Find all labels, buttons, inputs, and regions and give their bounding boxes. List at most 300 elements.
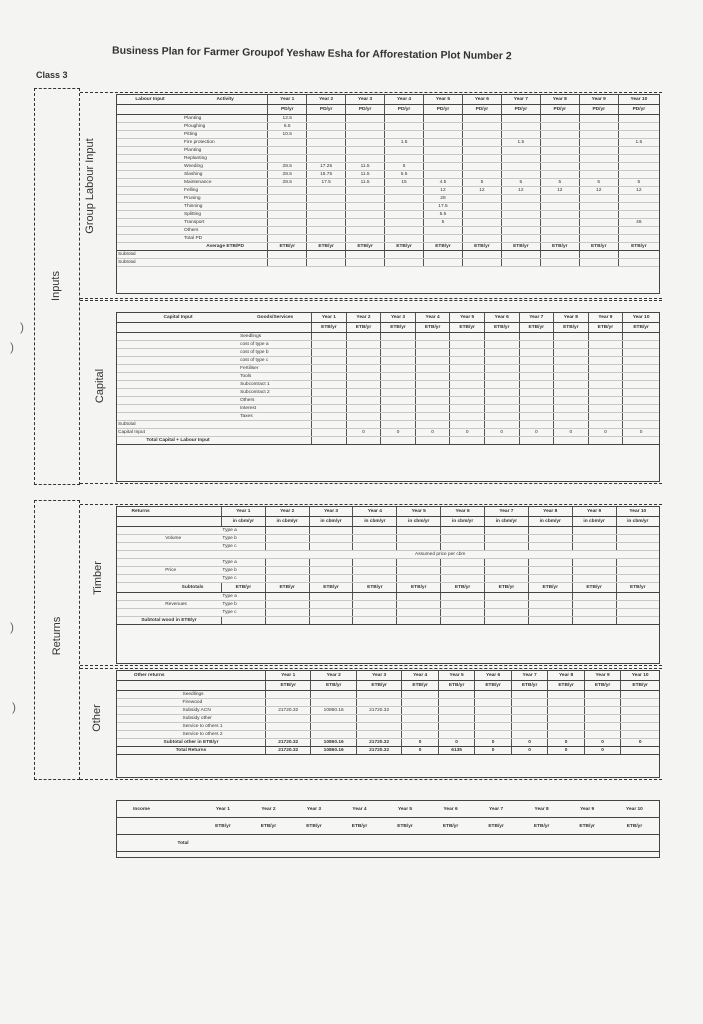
value-cell <box>291 835 337 852</box>
column-header: Year 4 <box>353 507 397 517</box>
unit-cell: ETB/yr <box>428 818 474 835</box>
table-row <box>117 139 659 147</box>
value-cell <box>519 365 554 373</box>
unit-cell: ETB/yr <box>309 583 353 593</box>
table-row <box>117 179 659 187</box>
value-cell <box>618 147 659 155</box>
value-cell <box>618 171 659 179</box>
value-cell <box>450 381 485 389</box>
value-cell <box>584 723 620 731</box>
value-cell: 5 <box>579 179 618 187</box>
unit-cell: ETB/yr <box>610 818 659 835</box>
value-cell <box>462 115 501 123</box>
column-header <box>164 507 221 517</box>
column-header: Year 5 <box>424 95 463 105</box>
value-cell: 0 <box>346 429 381 437</box>
value-cell <box>484 575 528 583</box>
value-cell <box>540 235 579 243</box>
value-cell <box>312 365 347 373</box>
value-cell <box>415 357 450 365</box>
value-cell: 28.5 <box>268 171 307 179</box>
value-cell <box>572 567 616 575</box>
unit-cell: PD/yr <box>579 105 618 115</box>
column-header: Capital Input <box>117 313 239 323</box>
value-cell: 5 <box>540 179 579 187</box>
value-cell: 4.5 <box>424 179 463 187</box>
value-cell <box>501 155 540 163</box>
unit-cell: ETB/yr <box>584 681 620 691</box>
value-cell <box>424 147 463 155</box>
value-cell <box>200 835 246 852</box>
value-cell <box>616 535 659 543</box>
subtotals-label: Subtotals <box>164 583 221 593</box>
value-cell <box>528 527 572 535</box>
revenues-label: Revenues <box>164 601 221 609</box>
column-header: Year 6 <box>484 313 519 323</box>
activity-cell: Transport <box>183 219 268 227</box>
column-header: Year 3 <box>381 313 416 323</box>
value-cell <box>428 835 474 852</box>
value-cell: 5.5 <box>424 211 463 219</box>
unit-cell: ETB/yr <box>382 818 428 835</box>
column-header: Year 7 <box>484 507 528 517</box>
item-cell: Service to others 1 <box>182 723 266 731</box>
column-header: Year 1 <box>312 313 347 323</box>
column-header <box>166 801 200 818</box>
unit-cell: PD/yr <box>346 105 385 115</box>
value-cell <box>312 381 347 389</box>
value-cell <box>268 203 307 211</box>
value-cell <box>402 707 438 715</box>
value-cell <box>623 413 659 421</box>
subtotal-row <box>117 259 659 267</box>
unit-cell: PD/yr <box>385 105 424 115</box>
value-cell <box>307 211 346 219</box>
table-row <box>117 731 659 739</box>
unit-cell: in cbm/yr <box>265 517 309 527</box>
value-cell <box>450 405 485 413</box>
value-cell <box>484 373 519 381</box>
value-cell <box>381 381 416 389</box>
value-cell <box>579 131 618 139</box>
type-cell: Type a <box>221 593 265 601</box>
header-row <box>117 671 659 681</box>
value-cell <box>484 593 528 601</box>
value-cell <box>484 609 528 617</box>
value-cell <box>610 835 659 852</box>
value-cell <box>572 527 616 535</box>
table-row <box>117 187 659 195</box>
value-cell <box>307 123 346 131</box>
unit-cell: ETB/yr <box>623 323 659 333</box>
value-cell <box>501 227 540 235</box>
column-header: Year 7 <box>511 671 547 681</box>
value-cell <box>475 707 511 715</box>
value-cell <box>265 559 309 567</box>
value-cell <box>346 421 381 429</box>
value-cell <box>540 155 579 163</box>
unit-cell: ETB/yr <box>462 243 501 251</box>
value-cell <box>402 691 438 699</box>
value-cell <box>356 731 401 739</box>
unit-cell: in cbm/yr <box>441 517 485 527</box>
inputs-label: Inputs <box>50 271 62 301</box>
table-row <box>117 115 659 123</box>
value-cell <box>381 397 416 405</box>
value-cell <box>381 365 416 373</box>
value-cell <box>540 139 579 147</box>
table-cell <box>117 155 183 163</box>
value-cell <box>265 609 309 617</box>
value-cell <box>221 617 265 625</box>
value-cell <box>415 349 450 357</box>
table-cell <box>164 609 221 617</box>
value-cell <box>588 397 623 405</box>
value-cell <box>579 115 618 123</box>
value-cell <box>438 691 474 699</box>
table-cell <box>117 341 239 349</box>
unit-cell: ETB/yr <box>307 243 346 251</box>
value-cell: 5 <box>618 179 659 187</box>
value-cell <box>588 341 623 349</box>
value-cell <box>450 389 485 397</box>
value-cell <box>307 235 346 243</box>
total-row <box>117 437 659 445</box>
value-cell: 12 <box>462 187 501 195</box>
returns-label: Returns <box>51 616 63 656</box>
table-cell <box>117 389 239 397</box>
value-cell <box>385 195 424 203</box>
value-cell <box>462 171 501 179</box>
column-header: Year 9 <box>588 313 623 323</box>
value-cell: 11.5 <box>346 179 385 187</box>
value-cell <box>312 341 347 349</box>
value-cell <box>588 381 623 389</box>
value-cell <box>424 131 463 139</box>
income-table <box>117 801 659 852</box>
value-cell <box>484 349 519 357</box>
value-cell <box>309 609 353 617</box>
value-cell <box>528 593 572 601</box>
value-cell <box>450 373 485 381</box>
unit-cell: ETB/yr <box>311 681 356 691</box>
value-cell <box>312 349 347 357</box>
value-cell <box>346 155 385 163</box>
value-cell: 6135 <box>438 747 474 755</box>
table-cell <box>239 437 312 445</box>
total-label: Total Returns <box>117 747 265 755</box>
value-cell: 10860.16 <box>311 707 356 715</box>
subtotal-wood-row <box>117 617 659 625</box>
value-cell <box>616 559 659 567</box>
value-cell: 12 <box>579 187 618 195</box>
value-cell <box>265 731 310 739</box>
unit-cell: ETB/yr <box>519 818 565 835</box>
value-cell <box>528 559 572 567</box>
value-cell <box>450 341 485 349</box>
table-cell <box>164 593 221 601</box>
value-cell <box>501 131 540 139</box>
value-cell <box>579 211 618 219</box>
unit-cell: in cbm/yr <box>528 517 572 527</box>
unit-cell <box>182 681 266 691</box>
value-cell <box>540 251 579 259</box>
table-row <box>117 349 659 357</box>
item-cell: Tools <box>239 373 312 381</box>
value-cell <box>462 163 501 171</box>
value-cell <box>579 163 618 171</box>
value-cell <box>268 219 307 227</box>
type-cell: Type a <box>221 527 265 535</box>
table-cell <box>117 715 182 723</box>
column-header: Year 3 <box>309 507 353 517</box>
table-row <box>117 543 659 551</box>
value-cell: 0 <box>511 747 547 755</box>
value-cell <box>265 691 310 699</box>
value-cell <box>618 235 659 243</box>
value-cell: 0 <box>450 429 485 437</box>
table-row <box>117 211 659 219</box>
table-cell <box>117 397 239 405</box>
value-cell <box>528 535 572 543</box>
table-row <box>117 715 659 723</box>
value-cell <box>356 723 401 731</box>
value-cell <box>346 405 381 413</box>
value-cell <box>346 219 385 227</box>
value-cell <box>438 707 474 715</box>
item-cell: Service to others 2 <box>182 731 266 739</box>
activity-cell: Planting <box>183 147 268 155</box>
unit-cell: ETB/yr <box>441 583 485 593</box>
unit-cell: ETB/yr <box>291 818 337 835</box>
value-cell <box>621 731 659 739</box>
subtotal-label: Subtotal <box>117 259 183 267</box>
table-cell <box>117 609 164 617</box>
unit-cell: ETB/yr <box>579 243 618 251</box>
unit-cell: ETB/yr <box>265 583 309 593</box>
value-cell <box>511 723 547 731</box>
subtotal-label: Subtotal <box>117 251 183 259</box>
column-header: Year 10 <box>610 801 659 818</box>
unit-cell: ETB/yr <box>200 818 246 835</box>
unit-cell: PD/yr <box>424 105 463 115</box>
value-cell: 1.5 <box>618 139 659 147</box>
table-row <box>117 575 659 583</box>
unit-cell: ETB/yr <box>424 243 463 251</box>
value-cell: 0 <box>519 429 554 437</box>
value-cell <box>540 147 579 155</box>
unit-cell <box>117 681 182 691</box>
value-cell <box>346 203 385 211</box>
value-cell <box>623 357 659 365</box>
unit-cell: ETB/yr <box>618 243 659 251</box>
value-cell <box>579 147 618 155</box>
value-cell <box>519 349 554 357</box>
capital-table <box>117 313 659 445</box>
value-cell <box>307 187 346 195</box>
value-cell <box>621 715 659 723</box>
unit-cell: in cbm/yr <box>572 517 616 527</box>
value-cell <box>424 163 463 171</box>
table-row <box>117 373 659 381</box>
value-cell <box>519 437 554 445</box>
value-cell <box>307 219 346 227</box>
value-cell <box>618 259 659 267</box>
table-cell <box>117 707 182 715</box>
unit-cell: ETB/yr <box>540 243 579 251</box>
activity-cell: Fire protection <box>183 139 268 147</box>
value-cell <box>519 373 554 381</box>
value-cell <box>307 131 346 139</box>
table-row <box>117 601 659 609</box>
value-cell <box>311 731 356 739</box>
column-header: Year 6 <box>428 801 474 818</box>
average-row <box>117 243 659 251</box>
value-cell <box>312 421 347 429</box>
header-row <box>117 95 659 105</box>
table-cell <box>117 139 183 147</box>
table-cell <box>117 835 166 852</box>
unit-cell: ETB/yr <box>475 681 511 691</box>
unit-cell: ETB/yr <box>402 681 438 691</box>
unit-cell: ETB/yr <box>572 583 616 593</box>
value-cell <box>572 601 616 609</box>
scan-mark: ) <box>12 700 16 714</box>
value-cell <box>616 527 659 535</box>
other-side-label: Other <box>91 704 103 732</box>
unit-cell: ETB/yr <box>548 681 584 691</box>
column-header: Year 4 <box>402 671 438 681</box>
total-returns-row <box>117 747 659 755</box>
value-cell <box>484 567 528 575</box>
scan-mark: ) <box>10 340 14 354</box>
column-header: Year 8 <box>519 801 565 818</box>
value-cell <box>346 357 381 365</box>
value-cell <box>554 341 589 349</box>
value-cell <box>548 723 584 731</box>
value-cell <box>385 115 424 123</box>
value-cell <box>397 543 441 551</box>
value-cell: 0 <box>484 429 519 437</box>
subtotal-row <box>117 421 659 429</box>
value-cell <box>554 405 589 413</box>
value-cell <box>588 357 623 365</box>
value-cell <box>623 365 659 373</box>
value-cell <box>385 203 424 211</box>
value-cell <box>579 227 618 235</box>
value-cell <box>346 123 385 131</box>
value-cell <box>462 211 501 219</box>
column-header: Year 7 <box>501 95 540 105</box>
item-cell: Firewood <box>182 699 266 707</box>
value-cell: 12 <box>540 187 579 195</box>
value-cell <box>572 593 616 601</box>
value-cell <box>246 835 292 852</box>
value-cell <box>441 527 485 535</box>
value-cell <box>346 397 381 405</box>
value-cell <box>511 715 547 723</box>
value-cell <box>415 341 450 349</box>
unit-cell: PD/yr <box>268 105 307 115</box>
value-cell <box>540 219 579 227</box>
table-row <box>117 381 659 389</box>
table-cell <box>117 357 239 365</box>
value-cell: 28 <box>424 195 463 203</box>
column-header: Year 6 <box>475 671 511 681</box>
column-header: Year 9 <box>579 95 618 105</box>
value-cell <box>554 397 589 405</box>
table-row <box>117 235 659 243</box>
value-cell <box>381 437 416 445</box>
column-header: Year 5 <box>438 671 474 681</box>
value-cell <box>475 731 511 739</box>
value-cell <box>307 227 346 235</box>
value-cell <box>312 333 347 341</box>
table-cell <box>117 551 164 559</box>
value-cell: 28.5 <box>268 163 307 171</box>
value-cell: 0 <box>584 747 620 755</box>
value-cell <box>528 543 572 551</box>
value-cell <box>268 147 307 155</box>
unit-cell: ETB/yr <box>473 818 519 835</box>
timber-side-label: Timber <box>92 561 104 595</box>
column-header: Year 6 <box>441 507 485 517</box>
table-cell <box>117 171 183 179</box>
value-cell <box>616 593 659 601</box>
value-cell <box>307 147 346 155</box>
value-cell <box>346 131 385 139</box>
other-table <box>117 671 659 755</box>
value-cell <box>346 115 385 123</box>
value-cell <box>265 593 309 601</box>
value-cell <box>312 373 347 381</box>
table-cell <box>239 429 312 437</box>
unit-cell: ETB/yr <box>554 323 589 333</box>
column-header: Year 2 <box>246 801 292 818</box>
total-label: Total <box>166 835 200 852</box>
value-cell <box>415 437 450 445</box>
value-cell <box>385 155 424 163</box>
value-cell: 0 <box>621 739 659 747</box>
unit-cell: ETB/yr <box>415 323 450 333</box>
value-cell <box>501 163 540 171</box>
table-cell <box>117 593 164 601</box>
column-header: Year 9 <box>572 507 616 517</box>
value-cell <box>484 397 519 405</box>
value-cell <box>309 567 353 575</box>
value-cell <box>484 437 519 445</box>
value-cell: 0 <box>402 739 438 747</box>
value-cell <box>424 139 463 147</box>
unit-cell <box>117 818 166 835</box>
value-cell <box>623 341 659 349</box>
value-cell: 21720.32 <box>265 747 310 755</box>
value-cell <box>501 171 540 179</box>
value-cell <box>450 365 485 373</box>
scan-mark: ) <box>20 320 24 334</box>
value-cell <box>528 609 572 617</box>
column-header: Year 8 <box>548 671 584 681</box>
value-cell <box>540 163 579 171</box>
value-cell: 5 <box>385 163 424 171</box>
value-cell <box>311 723 356 731</box>
value-cell <box>484 601 528 609</box>
unit-cell: ETB/yr <box>385 243 424 251</box>
value-cell <box>309 575 353 583</box>
value-cell <box>554 349 589 357</box>
unit-cell: ETB/yr <box>519 323 554 333</box>
value-cell: 17.25 <box>307 163 346 171</box>
